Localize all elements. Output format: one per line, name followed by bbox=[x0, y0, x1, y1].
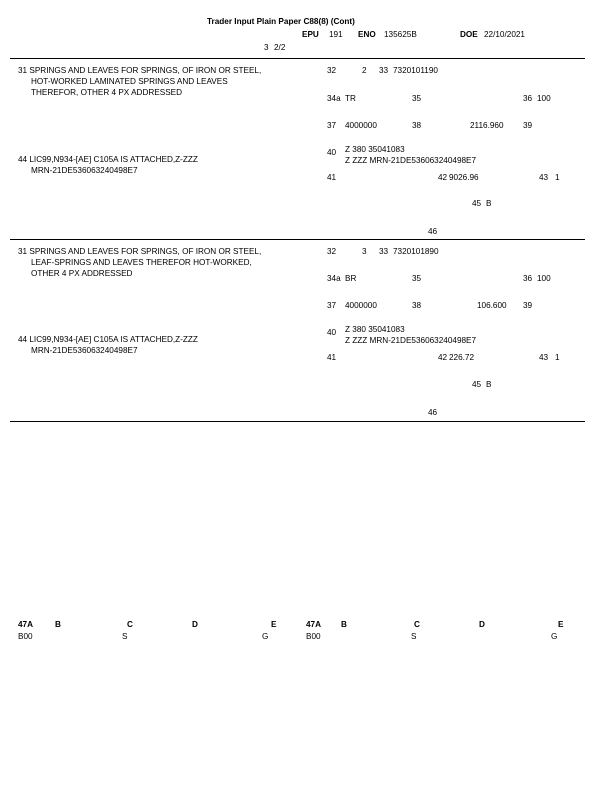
tax-column-e: E bbox=[558, 620, 564, 629]
goods-description-line: 31 SPRINGS AND LEAVES FOR SPRINGS, OF IRON OR STEEL, bbox=[18, 66, 262, 75]
box-34a-label: 34a bbox=[327, 94, 341, 103]
box-37-label: 37 bbox=[327, 301, 337, 310]
box-45-label: 45 bbox=[472, 380, 482, 389]
box-32-label: 32 bbox=[327, 247, 337, 256]
net-mass: 2116.960 bbox=[470, 121, 504, 130]
goods-description-line: 31 SPRINGS AND LEAVES FOR SPRINGS, OF IRON OR STEEL, bbox=[18, 247, 262, 256]
tax-column-d: D bbox=[192, 620, 198, 629]
box-47a-label: 47A bbox=[18, 620, 34, 629]
previous-document: Z 380 35041083 bbox=[345, 325, 405, 334]
box-33-label: 33 bbox=[379, 247, 389, 256]
adjustment-code: B bbox=[486, 199, 492, 208]
valuation-method: 1 bbox=[555, 353, 560, 362]
box-42-label: 42 bbox=[438, 173, 448, 182]
page-number: 2/2 bbox=[274, 43, 286, 52]
item-price: 226.72 bbox=[449, 353, 475, 362]
box-42-label: 42 bbox=[438, 353, 448, 362]
commodity-code: 7320101190 bbox=[393, 66, 438, 75]
box-33-label: 33 bbox=[379, 66, 389, 75]
header-divider bbox=[10, 58, 585, 59]
eno-label: ENO bbox=[358, 30, 376, 39]
epu-label: EPU bbox=[302, 30, 319, 39]
method-of-payment-e: G bbox=[262, 632, 269, 641]
box-46-label: 46 bbox=[428, 227, 438, 236]
box-46-label: 46 bbox=[428, 408, 438, 417]
adjustment-code: B bbox=[486, 380, 492, 389]
additional-info-line: MRN-21DE536063240498E7 bbox=[31, 346, 138, 355]
tax-column-b: B bbox=[341, 620, 347, 629]
box-38-label: 38 bbox=[412, 121, 422, 130]
item-price: 9026.96 bbox=[449, 173, 479, 182]
box-43-label: 43 bbox=[539, 173, 549, 182]
box-47a-label: 47A bbox=[306, 620, 322, 629]
item-divider bbox=[10, 421, 585, 422]
goods-description-line: LEAF-SPRINGS AND LEAVES THEREFOR HOT-WORKED, bbox=[31, 258, 252, 267]
box-38-label: 38 bbox=[412, 301, 422, 310]
tax-column-c: C bbox=[127, 620, 133, 629]
box-35-label: 35 bbox=[412, 274, 422, 283]
tax-type: B00 bbox=[18, 632, 33, 641]
method-of-payment-c: S bbox=[122, 632, 128, 641]
eno-value: 135625B bbox=[384, 30, 417, 39]
valuation-method: 1 bbox=[555, 173, 560, 182]
box-40-label: 40 bbox=[327, 148, 337, 157]
tax-column-c: C bbox=[414, 620, 420, 629]
origin-country: BR bbox=[345, 274, 357, 283]
page-title: Trader Input Plain Paper C88(8) (Cont) bbox=[207, 17, 355, 26]
tax-type: B00 bbox=[306, 632, 321, 641]
item-number: 2 bbox=[362, 66, 367, 75]
box-36-label: 36 bbox=[523, 94, 533, 103]
box-45-label: 45 bbox=[472, 199, 482, 208]
box-39-label: 39 bbox=[523, 121, 533, 130]
tax-column-e: E bbox=[271, 620, 277, 629]
procedure-code: 4000000 bbox=[345, 301, 377, 310]
box-43-label: 43 bbox=[539, 353, 549, 362]
box-34a-label: 34a bbox=[327, 274, 341, 283]
goods-description-line: THEREFOR, OTHER 4 PX ADDRESSED bbox=[31, 88, 183, 97]
doe-label: DOE bbox=[460, 30, 478, 39]
method-of-payment-c: S bbox=[411, 632, 417, 641]
procedure-code: 4000000 bbox=[345, 121, 377, 130]
item-number: 3 bbox=[362, 247, 367, 256]
origin-country: TR bbox=[345, 94, 356, 103]
previous-document: Z 380 35041083 bbox=[345, 145, 405, 154]
box-37-label: 37 bbox=[327, 121, 337, 130]
box-35-label: 35 bbox=[412, 94, 422, 103]
box-32-label: 32 bbox=[327, 66, 337, 75]
item-divider bbox=[10, 239, 585, 240]
preference-code: 100 bbox=[537, 274, 551, 283]
previous-document: Z ZZZ MRN-21DE536063240498E7 bbox=[345, 336, 477, 345]
tax-column-b: B bbox=[55, 620, 61, 629]
additional-info-line: 44 LIC99,N934-[AE] C105A IS ATTACHED,Z-ZZZ bbox=[18, 335, 198, 344]
goods-description-line: HOT-WORKED LAMINATED SPRINGS AND LEAVES bbox=[31, 77, 228, 86]
goods-description-line: OTHER 4 PX ADDRESSED bbox=[31, 269, 133, 278]
page-box-number: 3 bbox=[264, 43, 269, 52]
doe-value: 22/10/2021 bbox=[484, 30, 525, 39]
box-40-label: 40 bbox=[327, 328, 337, 337]
additional-info-line: 44 LIC99,N934-[AE] C105A IS ATTACHED,Z-ZZZ bbox=[18, 155, 198, 164]
net-mass: 106.600 bbox=[477, 301, 507, 310]
method-of-payment-e: G bbox=[551, 632, 558, 641]
epu-value: 191 bbox=[329, 30, 343, 39]
box-36-label: 36 bbox=[523, 274, 533, 283]
commodity-code: 7320101890 bbox=[393, 247, 439, 256]
box-39-label: 39 bbox=[523, 301, 533, 310]
box-41-label: 41 bbox=[327, 173, 337, 182]
preference-code: 100 bbox=[537, 94, 551, 103]
additional-info-line: MRN-21DE536063240498E7 bbox=[31, 166, 138, 175]
previous-document: Z ZZZ MRN-21DE536063240498E7 bbox=[345, 156, 477, 165]
tax-column-d: D bbox=[479, 620, 485, 629]
box-41-label: 41 bbox=[327, 353, 337, 362]
